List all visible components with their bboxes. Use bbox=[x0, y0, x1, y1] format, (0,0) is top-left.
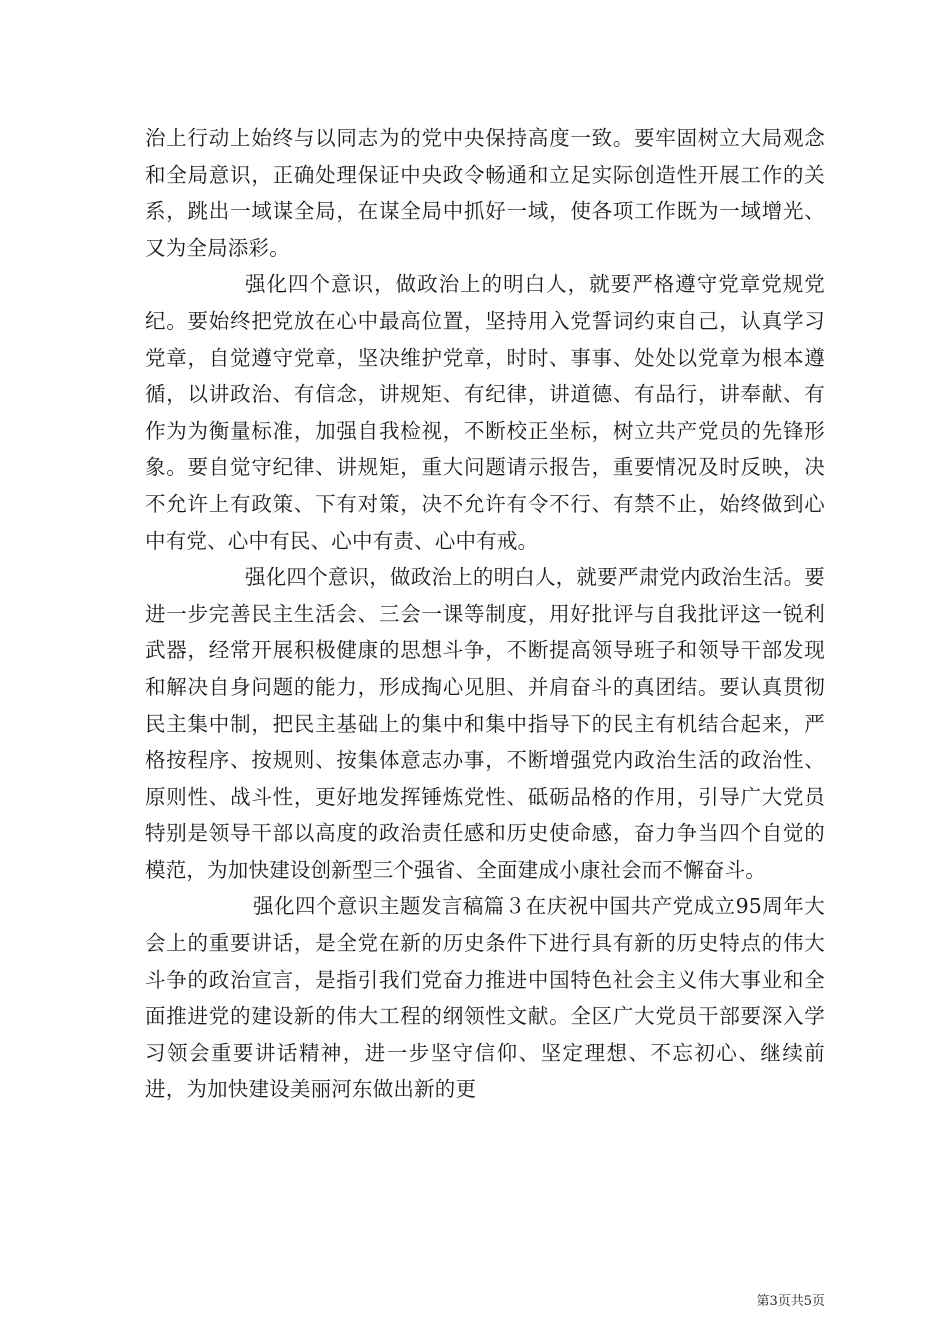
page-number-footer: 第3页共5页 bbox=[756, 1294, 825, 1309]
paragraph-speech-article-3: 强化四个意识主题发言稿篇３在庆祝中国共产党成立95周年大会上的重要讲话，是全党在新的历史条件下进行具有新的历史特点的伟大斗争的政治宣言，是指引我们党奋力推进中国特色社会主义伟大事业和全面推进党的建设新的伟大工程的纲领性文献。全区广大党员干部要深入学习领会重要讲话精神，进一步坚守信仰、坚定理想、不忘初心、继续前进，为加快建设美丽河东做出新的更 bbox=[145, 894, 825, 1102]
paragraph-party-discipline: 强化四个意识，做政治上的明白人，就要严格遵守党章党规党纪。要始终把党放在心中最高位置，坚持用入党誓词约束自己，认真学习党章，自觉遵守党章，坚决维护党章，时时、事事、处处以党章为根本遵循，以讲政治、有信念，讲规矩、有纪律，讲道德、有品行，讲奉献、有作为为衡量标准，加强自我检视，不断校正坐标，树立共产党员的先锋形象。要自觉守纪律、讲规矩，重大问题请示报告，重要情况及时反映，决不允许上有政策、下有对策，决不允许有令不行、有禁不止，始终做到心中有党、心中有民、心中有责、心中有戒。 bbox=[145, 272, 825, 553]
paragraph-political-life: 强化四个意识，做政治上的明白人，就要严肃党内政治生活。要进一步完善民主生活会、三会一课等制度，用好批评与自我批评这一锐利武器，经常开展积极健康的思想斗争，不断提高领导班子和领导干部发现和解决自身问题的能力，形成掏心见胆、并肩奋斗的真团结。要认真贯彻民主集中制，把民主基础上的集中和集中指导下的民主有机结合起来，严格按程序、按规则、按集体意志办事，不断增强党内政治生活的政治性、原则性、战斗性，更好地发挥锤炼党性、砥砺品格的作用，引导广大党员特别是领导干部以高度的政治责任感和历史使命感，奋力争当四个自觉的模范，为加快建设创新型三个强省、全面建成小康社会而不懈奋斗。 bbox=[145, 565, 825, 882]
paragraph-continuation: 治上行动上始终与以同志为的党中央保持高度一致。要牢固树立大局观念和全局意识，正确处理保证中央政令畅通和立足实际创造性开展工作的关系，跳出一域谋全局，在谋全局中抓好一域，使各项工作既为一域增光、又为全局添彩。 bbox=[145, 126, 825, 260]
document-body bbox=[145, 120, 825, 1108]
